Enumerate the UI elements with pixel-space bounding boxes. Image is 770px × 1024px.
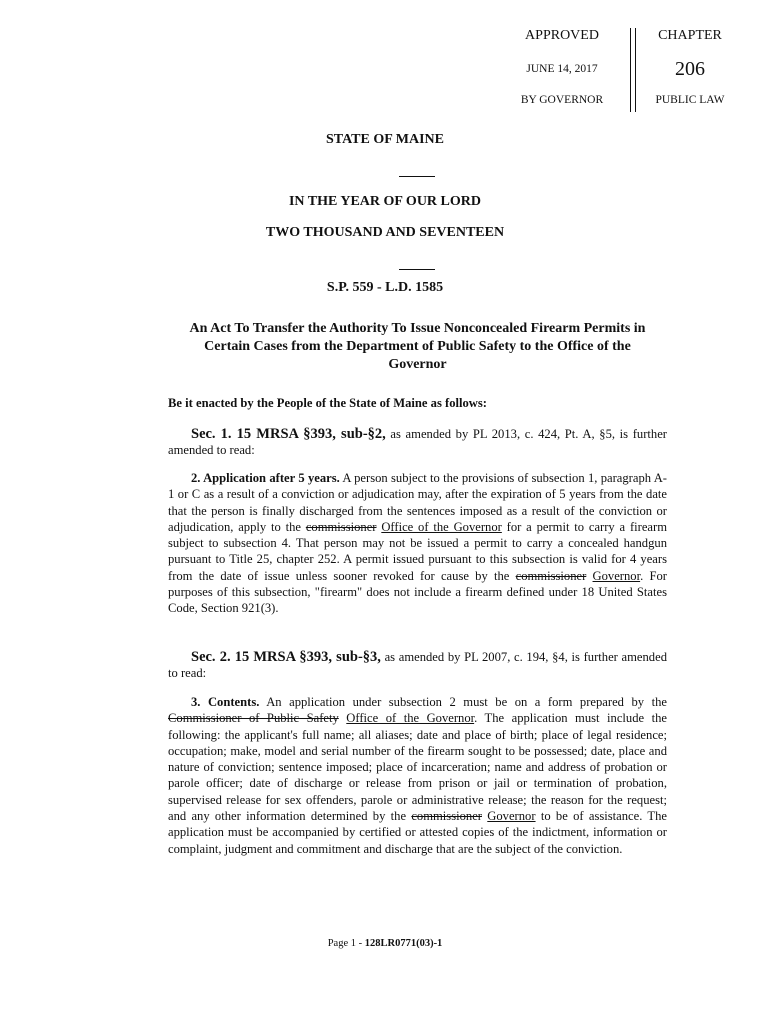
enacting-clause: Be it enacted by the People of the State of Maine as follows: bbox=[168, 396, 487, 410]
section-1-text: as amended by PL 2013, c. 424, Pt. A, §5, is further amended to read: bbox=[168, 427, 667, 458]
header-divider-left bbox=[630, 28, 631, 112]
page-footer bbox=[0, 938, 770, 949]
act-title bbox=[150, 320, 685, 374]
inserted-text: Governor bbox=[592, 568, 641, 583]
title-rule-1 bbox=[399, 176, 435, 177]
subsection-2-heading: 2. Application after 5 years. bbox=[191, 471, 340, 485]
subsection-3-text-b: . The application must include the following: the applicant's full name; all aliases; date and place of birth; place of legal residence; occupation; make, model and serial number of the firearm sought to be possessed; date, place and nature of conviction; sentence imposed; place of incarceration; name and address of probation or parole officer; date of discharge or release from prison or jail or termination of probation, supervised release for sex offenders, parole or administrative release; the reason for the request; and any other information determined by the bbox=[168, 711, 667, 824]
state-title: STATE OF MAINE bbox=[326, 132, 444, 147]
subsection-2 bbox=[168, 470, 667, 617]
subsection-2-text-b: for a permit to carry a firearm subject to subsection 4. That person may not be issued a permit to carry a concealed handgun pursuant to Title 25, chapter 252. A permit issued pursuant to this subsection is valid for 4 years from the date of issue unless sooner revoked for cause by the bbox=[168, 519, 668, 583]
subsection-3 bbox=[168, 694, 667, 857]
inserted-text: Office of the Governor bbox=[346, 711, 475, 726]
inserted-text: Governor bbox=[487, 809, 536, 824]
footer-page-label: Page 1 - bbox=[327, 938, 365, 949]
year-line-2: TWO THOUSAND AND SEVENTEEN bbox=[265, 225, 505, 240]
subsection-3-heading: 3. Contents. bbox=[191, 695, 260, 709]
section-2-text: as amended by PL 2007, c. 194, §4, is further amended to read: bbox=[168, 650, 667, 681]
subsection-3-text-c: to be of assistance. The application must be accompanied by certified or attested copies of the indictment, information or complaint, judgment and commitment and discharge that are the subject of the conviction. bbox=[168, 809, 667, 856]
deleted-text: Commissioner of Public Safety bbox=[168, 711, 339, 726]
footer-document-code: 128LR0771(03)-1 bbox=[364, 938, 443, 949]
act-title-line-1: An Act To Transfer the Authority To Issue Nonconcealed Firearm Permits in bbox=[189, 321, 646, 336]
chapter-number: 206 bbox=[675, 58, 705, 80]
subsection-2-text-c: . For purposes of this subsection, "firearm" does not include a firearm defined under 18 United States Code, Section 921(3). bbox=[168, 568, 667, 616]
title-rule-2 bbox=[399, 269, 435, 270]
chapter-label: CHAPTER bbox=[658, 28, 722, 43]
subsection-3-text-a: An application under subsection 2 must be on a form prepared by the bbox=[259, 695, 667, 709]
approval-date: JUNE 14, 2017 bbox=[526, 63, 598, 75]
approved-label: APPROVED bbox=[525, 28, 599, 43]
section-1-heading: Sec. 1. 15 MRSA §393, sub-§2, bbox=[191, 426, 386, 442]
year-line-1: IN THE YEAR OF OUR LORD bbox=[288, 194, 481, 209]
section-2 bbox=[168, 649, 667, 682]
by-governor-label: BY GOVERNOR bbox=[520, 94, 604, 106]
public-law-label: PUBLIC LAW bbox=[655, 94, 725, 106]
section-1 bbox=[168, 426, 667, 459]
deleted-text: commissioner bbox=[411, 809, 482, 824]
act-title-line-3: Governor bbox=[388, 357, 447, 372]
act-title-line-2: Certain Cases from the Department of Public Safety to the Office of the bbox=[204, 339, 631, 354]
section-2-heading: Sec. 2. 15 MRSA §393, sub-§3, bbox=[191, 649, 381, 665]
bill-number: S.P. 559 - L.D. 1585 bbox=[326, 280, 444, 295]
header-divider-right bbox=[635, 28, 636, 112]
inserted-text: Office of the Governor bbox=[381, 519, 502, 534]
deleted-text: commissioner bbox=[515, 568, 587, 583]
deleted-text: commissioner bbox=[305, 519, 377, 534]
subsection-2-text-a: A person subject to the provisions of subsection 1, paragraph A-1 or C as a result of a conviction or adjudication may, after the expiration of 5 years from the date that the person is finally discharged from the sentences imposed as a result of the conviction or adjudication, apply to the bbox=[168, 471, 667, 534]
